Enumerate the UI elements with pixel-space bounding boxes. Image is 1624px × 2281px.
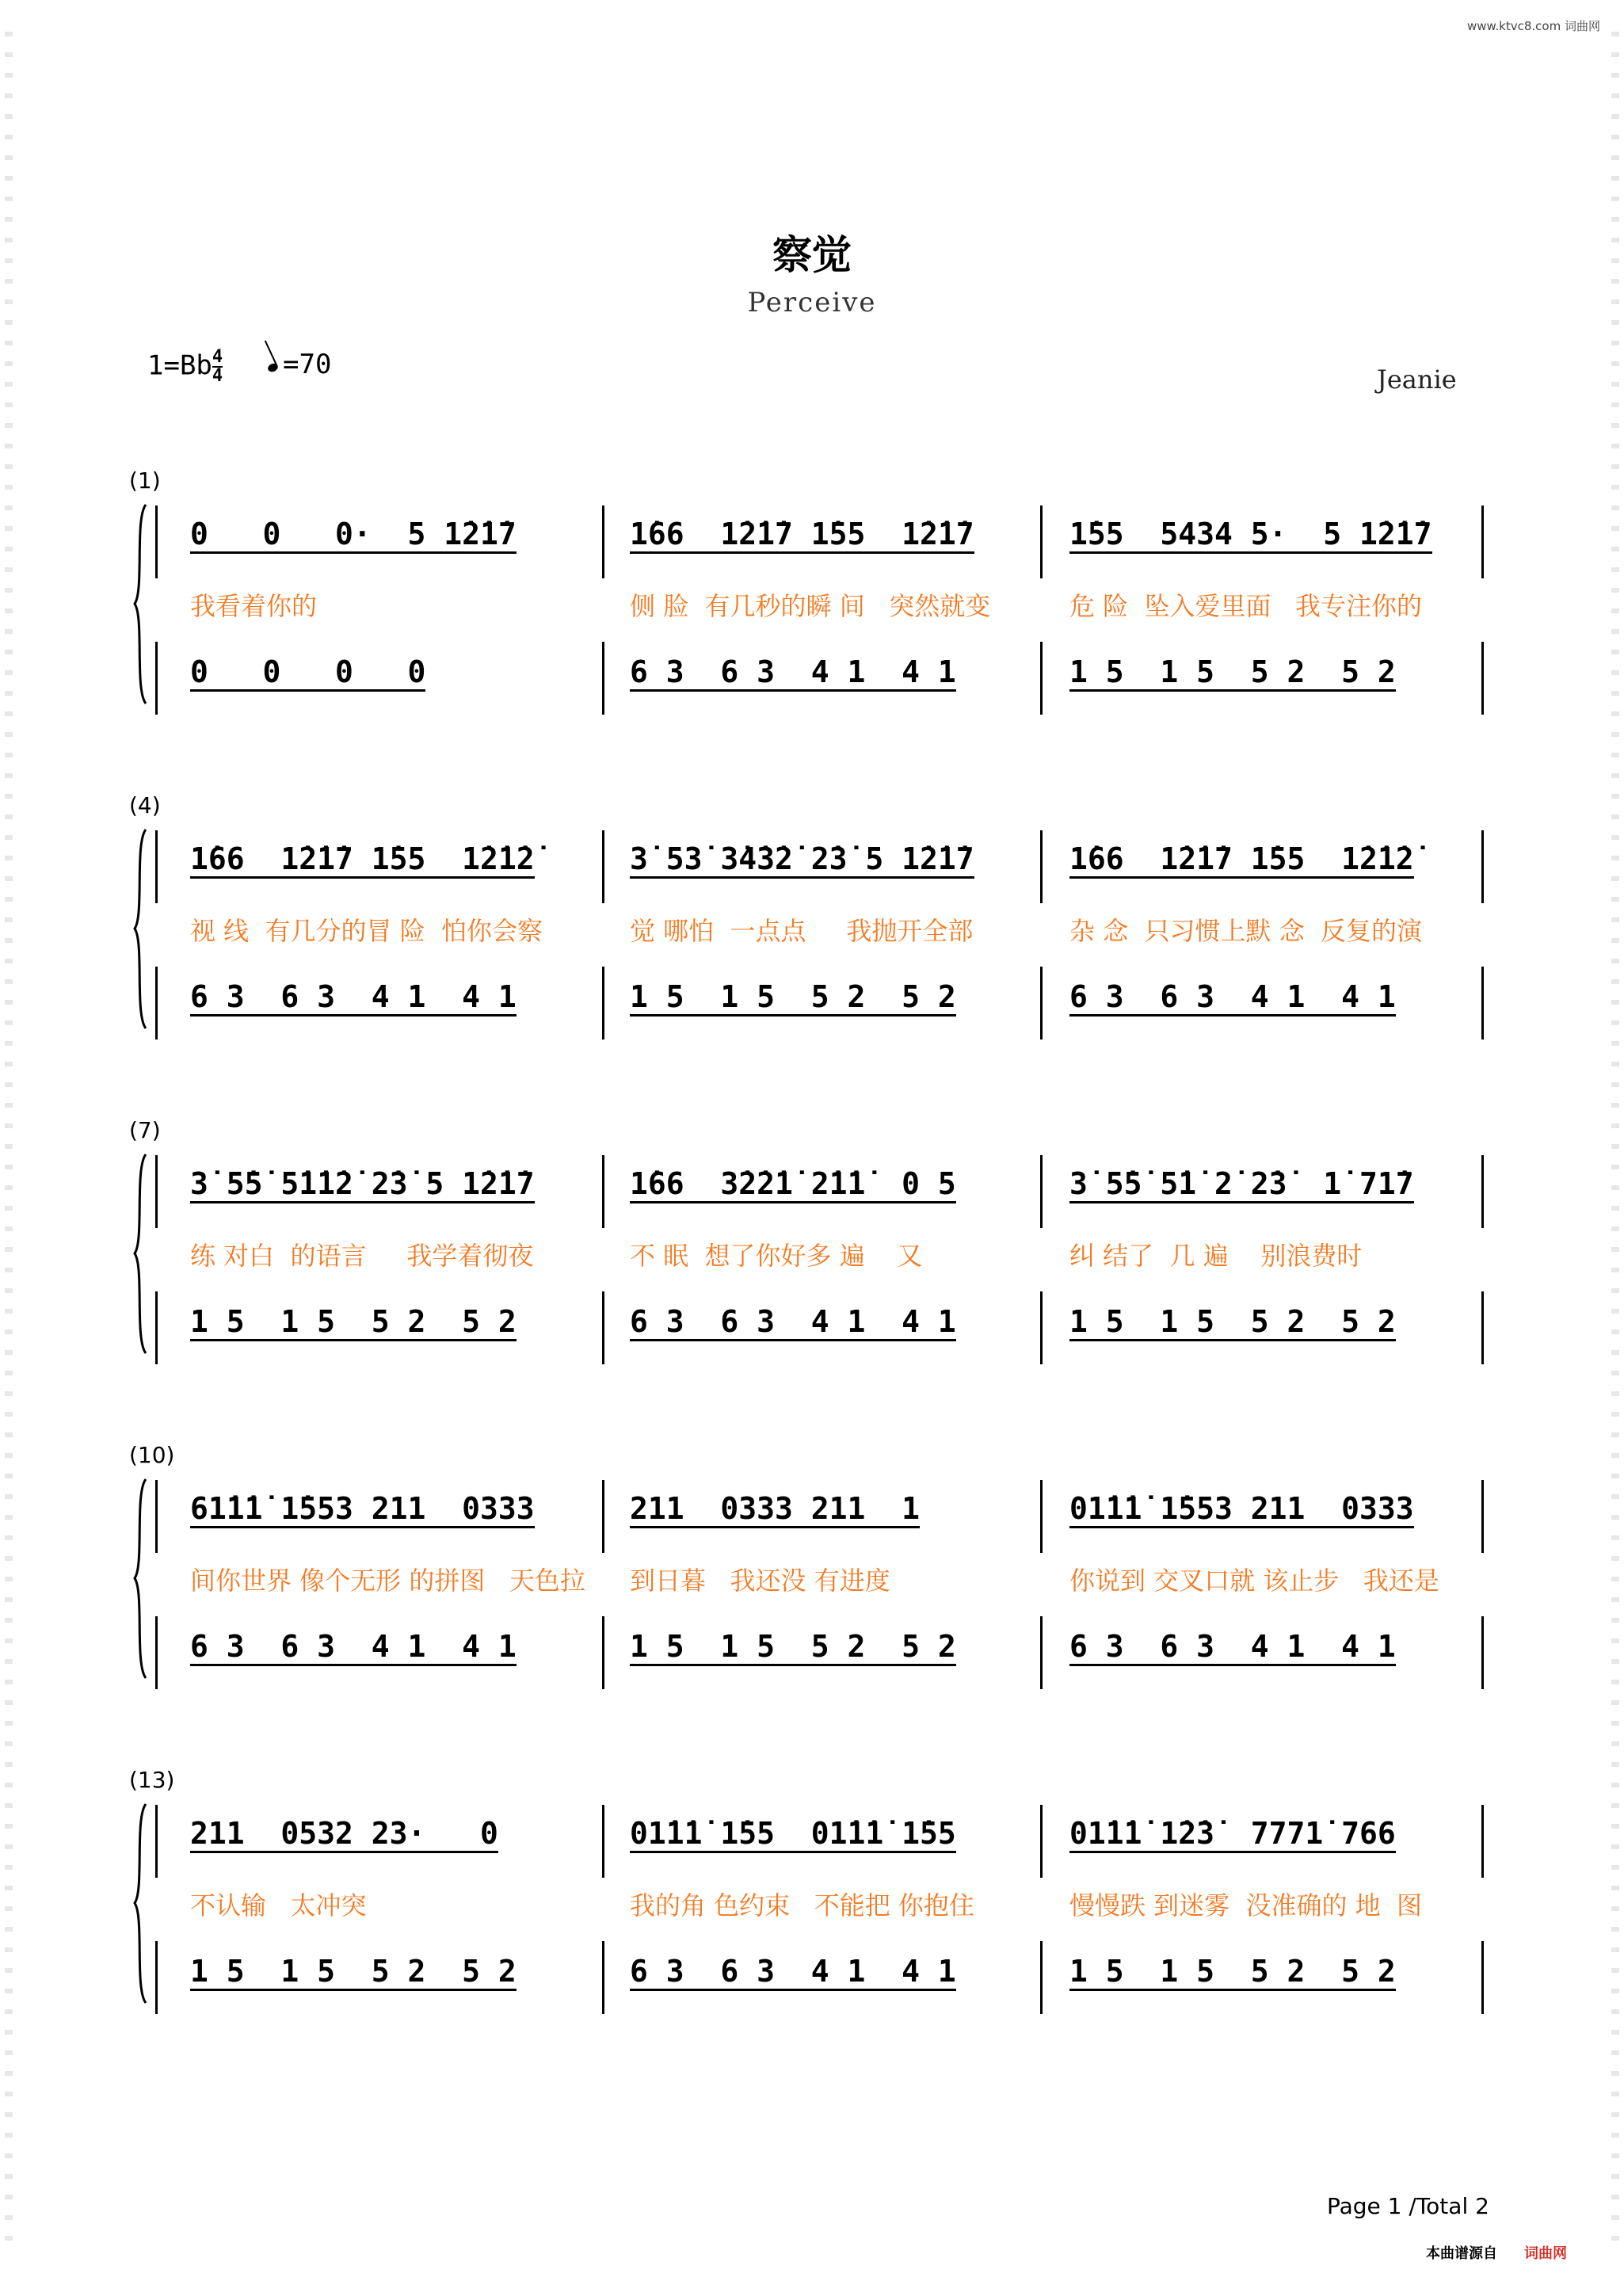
barline xyxy=(155,1291,158,1364)
melody-measure: 1̇55 5434 5· 5 1̇2̇1̇7 xyxy=(1069,517,1432,554)
barline xyxy=(1481,967,1484,1039)
footer-source-text: 本曲谱源自 xyxy=(1426,2245,1497,2262)
system-number: (4) xyxy=(129,792,161,818)
score-system xyxy=(0,467,1624,784)
bass-measure: 6 3 6 3 4 1 4 1 xyxy=(630,654,956,692)
bass-measure: 6 3 6 3 4 1 4 1 xyxy=(190,1629,517,1666)
barline xyxy=(1040,1480,1043,1553)
barline xyxy=(602,1155,604,1228)
barline xyxy=(602,1941,604,2014)
system-number: (10) xyxy=(129,1442,175,1468)
bass-measure: 1 5 1 5 5 2 5 2 xyxy=(1069,1954,1396,1991)
barline xyxy=(1040,1805,1043,1878)
barline xyxy=(155,505,158,578)
tempo-marking xyxy=(268,349,331,380)
system-brace xyxy=(133,503,147,705)
bass-measure: 6 3 6 3 4 1 4 1 xyxy=(630,1954,956,1991)
barline xyxy=(155,967,158,1039)
barline xyxy=(155,830,158,903)
barline xyxy=(1040,1155,1043,1228)
system-brace xyxy=(133,1802,147,2004)
score-system xyxy=(0,792,1624,1109)
barline xyxy=(602,505,604,578)
melody-measure: 01̇1̇1̇ 1̇55 01̇1̇1̇ 1̇55 xyxy=(630,1816,956,1853)
melody-measure: 3̇ 5̇5̇ 5̇1̇1̇2̇ 2̇3̇ 5 1̇2̇1̇7 xyxy=(190,1166,535,1203)
bass-measure: 6 3 6 3 4 1 4 1 xyxy=(630,1304,956,1341)
lyric-line: 觉 哪怕 一点点 我抛开全部 xyxy=(630,916,974,946)
barline xyxy=(602,1805,604,1878)
site-header xyxy=(1467,17,1600,34)
bass-measure: 1 5 1 5 5 2 5 2 xyxy=(630,979,956,1017)
footer-source xyxy=(1426,2242,1567,2263)
lyric-line: 侧 脸 有几秒的瞬 间 突然就变 xyxy=(630,591,991,621)
barline xyxy=(1481,830,1484,903)
key-signature xyxy=(147,349,223,385)
melody-measure: 01̇1̇1̇ 1̇553 211 0333 xyxy=(1069,1491,1414,1528)
barline xyxy=(1040,642,1043,715)
page-title: 察觉 xyxy=(772,232,852,278)
barline xyxy=(1481,1291,1484,1364)
score-system xyxy=(0,1117,1624,1434)
barline xyxy=(1481,1941,1484,2014)
lyric-line: 危 险 坠入爱里面 我专注你的 xyxy=(1069,591,1423,621)
barline xyxy=(1481,1616,1484,1689)
lyric-line: 杂 念 只习惯上默 念 反复的演 xyxy=(1069,916,1423,946)
barline xyxy=(602,642,604,715)
barline xyxy=(1481,642,1484,715)
melody-measure: 3̇ 53̇ 3̇4̇3̇2̇ 2̇3̇ 5 1̇2̇1̇7 xyxy=(630,841,974,879)
barline xyxy=(1040,967,1043,1039)
melody-measure: 61̇1̇1̇ 1̇553 211 0333 xyxy=(190,1491,535,1528)
melody-measure: 01̇1̇1̇ 1̇2̇3̇ 7771̇ 766 xyxy=(1069,1816,1396,1853)
page-number: Page 1 /Total 2 xyxy=(1327,2193,1489,2219)
bass-measure: 6 3 6 3 4 1 4 1 xyxy=(190,979,517,1017)
lyric-line: 你说到 交叉口就 该止步 我还是 xyxy=(1069,1566,1439,1596)
bass-measure: 1 5 1 5 5 2 5 2 xyxy=(190,1304,517,1341)
barline xyxy=(602,1480,604,1553)
page-subtitle: Perceive xyxy=(747,287,877,319)
melody-measure: 1̇66 3̇2̇2̇1̇ 2̇1̇1̇ 0 5 xyxy=(630,1166,956,1203)
barline xyxy=(155,642,158,715)
barline xyxy=(602,1616,604,1689)
barline xyxy=(1040,1616,1043,1689)
barline xyxy=(602,830,604,903)
score-system xyxy=(0,1442,1624,1759)
lyric-line: 我看着你的 xyxy=(190,591,318,621)
lyric-line: 慢慢跌 到迷雾 没准确的 地 图 xyxy=(1069,1890,1423,1921)
barline xyxy=(155,1616,158,1689)
lyric-line: 纠 结了 几 遍 别浪费时 xyxy=(1069,1241,1363,1271)
bass-measure: 1 5 1 5 5 2 5 2 xyxy=(190,1954,517,1991)
site-url[interactable]: www.ktvc8.com xyxy=(1466,19,1561,33)
melody-measure: 1̇66 1̇2̇1̇7 1̇55 1̇2̇1̇2̇ xyxy=(1069,841,1414,879)
barline xyxy=(155,1480,158,1553)
system-brace xyxy=(133,1153,147,1355)
barline xyxy=(1481,505,1484,578)
bass-measure: 1 5 1 5 5 2 5 2 xyxy=(1069,1304,1396,1341)
bass-measure: 1 5 1 5 5 2 5 2 xyxy=(1069,654,1396,692)
system-number: (1) xyxy=(129,467,161,494)
barline xyxy=(1481,1805,1484,1878)
score-system xyxy=(0,1767,1624,2084)
system-brace xyxy=(133,828,147,1030)
barline xyxy=(155,1155,158,1228)
barline xyxy=(155,1805,158,1878)
footer-brand: 词曲网 xyxy=(1524,2245,1567,2262)
barline xyxy=(1481,1155,1484,1228)
time-signature xyxy=(212,349,223,385)
quarter-note-icon xyxy=(266,362,279,374)
lyric-line: 不 眠 想了你好多 遍 又 xyxy=(630,1241,923,1271)
melody-measure: 1̇66 1̇2̇1̇7 1̇55 1̇2̇1̇7 xyxy=(630,517,974,554)
bass-measure: 6 3 6 3 4 1 4 1 xyxy=(1069,1629,1396,1666)
melody-measure: 3̇ 5̇5̇ 5̇1̇ 2̇ 2̇3̇ 1̇ 71̇7 xyxy=(1069,1166,1414,1203)
lyric-line: 视 线 有几分的冒 险 怕你会察 xyxy=(190,916,543,946)
melody-measure: 0 0 0· 5 1̇2̇1̇7 xyxy=(190,517,517,554)
barline xyxy=(1040,830,1043,903)
barline xyxy=(1040,505,1043,578)
bass-measure: 0 0 0 0 xyxy=(190,654,425,692)
key-prefix: 1=Bb xyxy=(147,349,212,382)
site-brand: 词曲网 xyxy=(1564,19,1600,33)
barline xyxy=(602,967,604,1039)
lyric-line: 我的角 色约束 不能把 你抱住 xyxy=(630,1890,974,1921)
system-number: (7) xyxy=(129,1117,161,1143)
melody-measure: 211 0333 211 1 xyxy=(630,1491,920,1528)
lyric-line: 间你世界 像个无形 的拼图 天色拉 xyxy=(190,1566,585,1596)
melody-measure: 211 0532 23· 0 xyxy=(190,1816,498,1853)
bass-measure: 6 3 6 3 4 1 4 1 xyxy=(1069,979,1396,1017)
bass-measure: 1 5 1 5 5 2 5 2 xyxy=(630,1629,956,1666)
time-unit: 4 xyxy=(212,366,223,386)
time-beats: 4 xyxy=(212,347,223,367)
system-number: (13) xyxy=(129,1767,175,1793)
lyric-line: 练 对白 的语言 我学着彻夜 xyxy=(190,1241,534,1271)
barline xyxy=(602,1291,604,1364)
composer: Jeanie xyxy=(1377,364,1457,395)
barline xyxy=(1040,1941,1043,2014)
lyric-line: 到日暮 我还没 有进度 xyxy=(630,1566,890,1596)
melody-measure: 1̇66 1̇2̇1̇7 1̇55 1̇2̇1̇2̇ xyxy=(190,841,535,879)
lyric-line: 不认输 太冲突 xyxy=(190,1890,367,1921)
tempo-value: =70 xyxy=(283,349,332,380)
system-brace xyxy=(133,1478,147,1680)
barline xyxy=(155,1941,158,2014)
barline xyxy=(1040,1291,1043,1364)
barline xyxy=(1481,1480,1484,1553)
